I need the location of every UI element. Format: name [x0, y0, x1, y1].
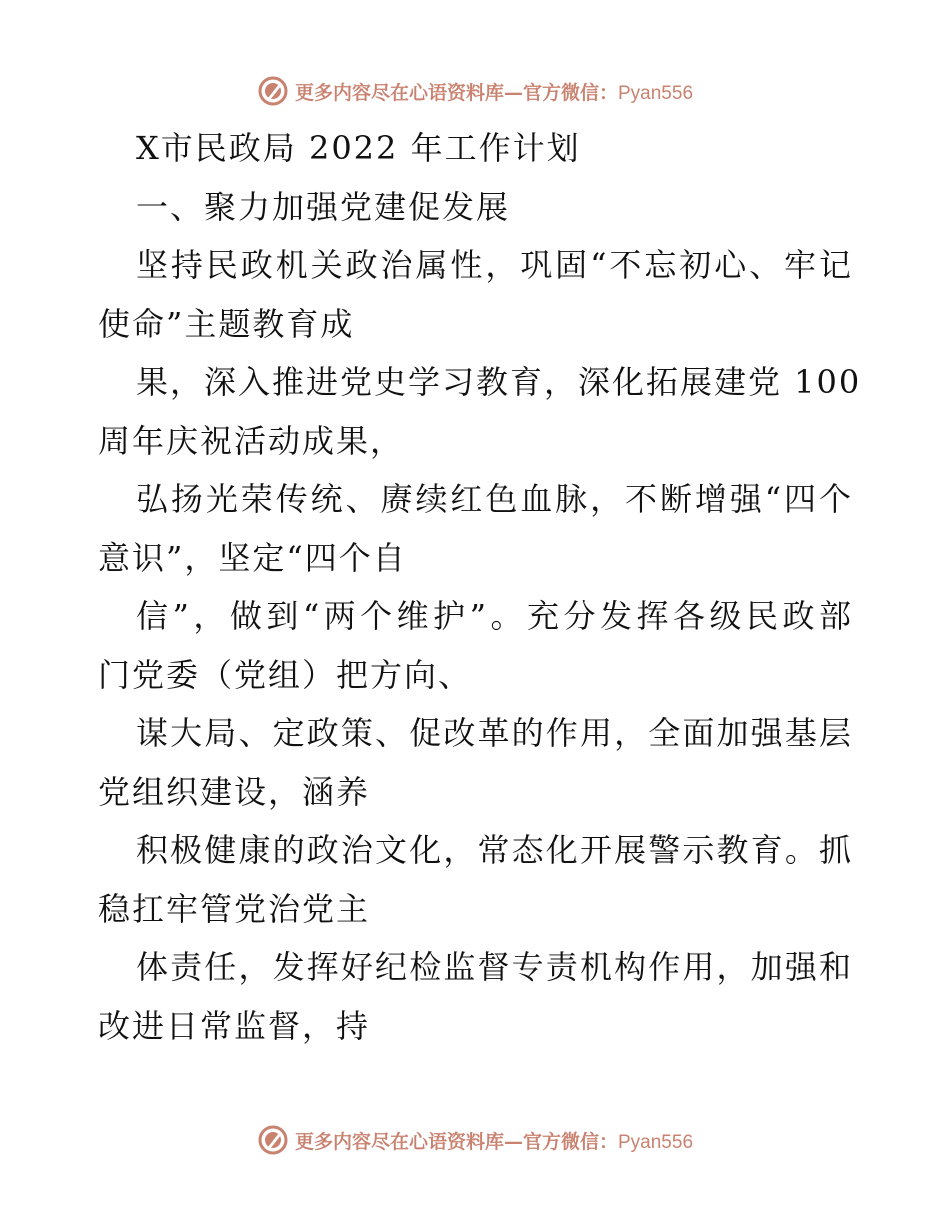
paragraph-line: 周年庆祝活动成果， — [98, 421, 405, 460]
paragraph-line: 意识”，坚定“四个自 — [98, 538, 407, 577]
paragraph-line: 谋大局、定政策、促改革的作用，全面加强基层 — [136, 714, 853, 752]
paragraph-line: 信”，做到“两个维护”。充分发挥各级民政部 — [136, 597, 853, 635]
paragraph-line: 坚持民政机关政治属性，巩固“不忘初心、牢记 — [136, 246, 853, 284]
paragraph-line: 弘扬光荣传统、赓续红色血脉，不断增强“四个 — [136, 480, 853, 518]
pen-seal-icon — [257, 75, 289, 107]
watermark-text-cn: 更多内容尽在心语资料库—官方微信： — [294, 81, 618, 104]
paragraph-line: 改进日常监督，持 — [98, 1006, 371, 1045]
watermark-text-latin: Pyan556 — [618, 1131, 694, 1153]
paragraph-line: 果，深入推进党史学习教育，深化拓展建党 100 — [136, 363, 862, 401]
paragraph-line: 党组织建设，涵养 — [98, 772, 371, 811]
paragraph-line: 积极健康的政治文化，常态化开展警示教育。抓 — [136, 831, 853, 869]
watermark-text — [295, 1127, 693, 1154]
paragraph-line: 体责任，发挥好纪检监督专责机构作用，加强和 — [136, 948, 853, 986]
paragraph-line: 稳扛牢管党治党主 — [98, 889, 371, 928]
watermark-text-latin: Pyan556 — [618, 82, 694, 104]
paragraph-line: 使命”主题教育成 — [98, 304, 355, 343]
footer-watermark — [0, 1120, 950, 1160]
document-body — [98, 119, 862, 1055]
section-heading: 一、聚力加强党建促发展 — [136, 187, 511, 226]
watermark-text-cn: 更多内容尽在心语资料库—官方微信： — [294, 1130, 618, 1153]
pen-seal-icon — [257, 1124, 289, 1156]
watermark-text — [295, 78, 693, 105]
paragraph-line: 门党委（党组）把方向、 — [98, 655, 473, 694]
document-title: X市民政局 2022 年工作计划 — [136, 129, 581, 167]
header-watermark — [0, 71, 950, 111]
